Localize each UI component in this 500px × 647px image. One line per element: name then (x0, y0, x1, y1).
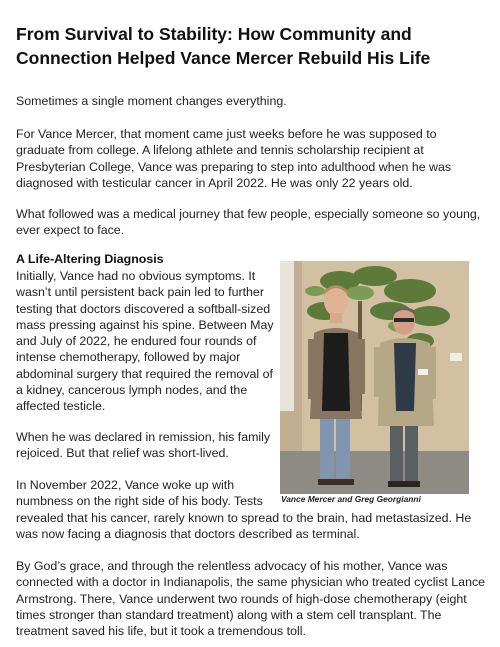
paragraph-journey: What followed was a medical journey that few people, especially someone so young, ever expect to face. (16, 207, 481, 238)
paragraph-remission: When he was declared in remission, his family rejoiced. But that relief was short-lived. (16, 430, 271, 461)
photo-illustration (280, 261, 469, 494)
paragraph-background: For Vance Mercer, that moment came just weeks before he was supposed to graduate from college. A lifelong athlete and tennis scholarship recipient at Presbyterian College, Vance was preparing to step into adulthood when he was diagnosed with testicular cancer in April 2022. He was only 22 years old. (16, 127, 452, 190)
paragraph-relapse-start: In November 2022, Vance woke up with numbness on the right side of his body. Tests (16, 478, 263, 509)
paragraph-diagnosis: Initially, Vance had no obvious symptoms. It wasn’t until persistent back pain led to further testing that doctors discovered a softball-sized mass pressing against his spine. Between May and July of 2022, he endured four rounds of intense chemotherapy, followed by major abdominal surgery that required the removal of a kidney, cancerous lymph nodes, and the affected testicle. (16, 269, 274, 414)
article-photo (280, 261, 469, 494)
intro-paragraph: Sometimes a single moment changes everything. (16, 94, 287, 108)
paragraph-treatment: By God’s grace, and through the relentless advocacy of his mother, Vance was connected with a doctor in Indianapolis, the same physician who treated cyclist Lance Armstrong. There, Vance underwent two rounds of high-dose chemotherapy (eight times stronger than standard treatment) along with a stem cell transplant. The treatment saved his life, but it took a tremendous toll. (16, 559, 486, 639)
paragraph-relapse-continued: revealed that his cancer, rarely known to spread to the brain, had metastasized. He was now facing a diagnosis that doctors described as terminal. (16, 511, 472, 542)
photo-caption: Vance Mercer and Greg Georgianni (281, 494, 421, 504)
section-heading: A Life-Altering Diagnosis (16, 252, 164, 266)
article-title: From Survival to Stability: How Community and Connection Helped Vance Mercer Rebuild His Life (16, 24, 431, 68)
